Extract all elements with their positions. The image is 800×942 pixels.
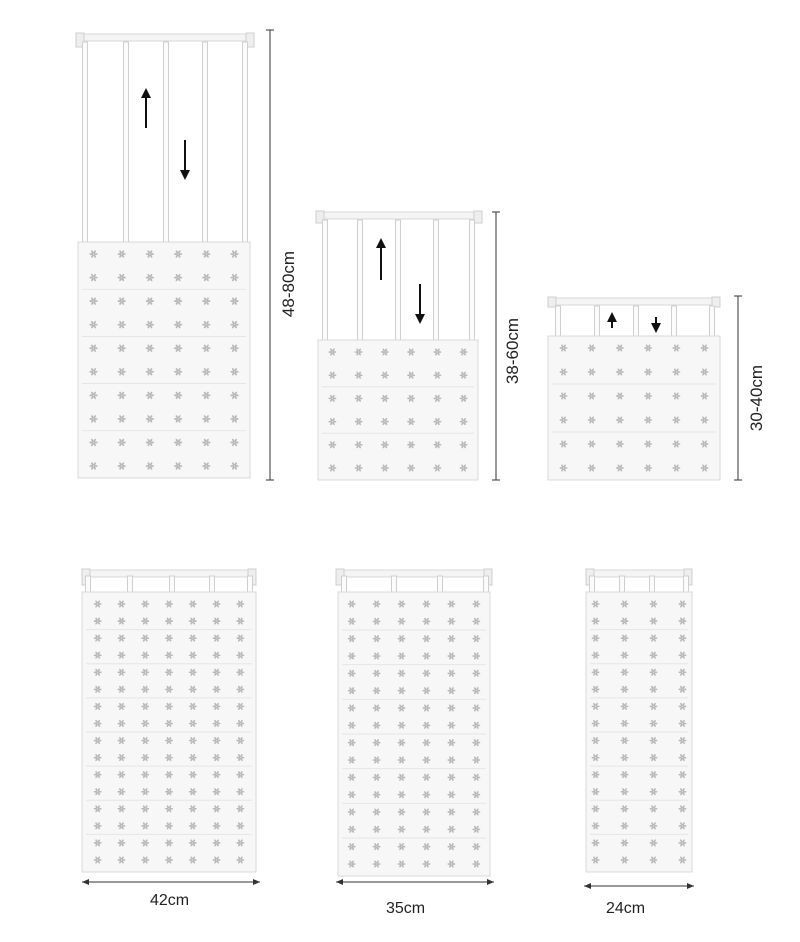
top-bar — [552, 298, 716, 305]
rod — [124, 42, 129, 242]
rod — [684, 576, 689, 592]
end-cap — [548, 297, 556, 307]
shelf-panel — [78, 242, 250, 478]
rack-short — [548, 296, 742, 480]
up-arrow-head — [607, 312, 617, 322]
rack-medium — [316, 211, 500, 480]
dimension-arrowhead — [253, 879, 260, 885]
top-bar — [80, 34, 250, 41]
rod — [248, 576, 253, 592]
rod — [203, 42, 208, 242]
rod — [164, 42, 169, 242]
rod — [342, 576, 347, 592]
width-label-wide: 42cm — [150, 892, 190, 909]
rod — [86, 576, 91, 592]
rod — [434, 220, 439, 340]
rod — [556, 306, 561, 338]
dimension-arrowhead — [687, 883, 694, 889]
rod — [358, 220, 363, 340]
width-label-medium: 35cm — [386, 900, 426, 917]
rod — [595, 306, 600, 338]
rack-tall — [76, 30, 274, 480]
down-arrow-head — [415, 314, 425, 324]
height-label-tall: 48-80cm — [279, 250, 298, 318]
top-bar — [590, 570, 688, 577]
rod — [470, 220, 475, 340]
dimension-arrowhead — [336, 879, 343, 885]
down-arrow-head — [180, 170, 190, 180]
rod — [672, 306, 677, 338]
rod — [710, 306, 715, 338]
up-arrow-head — [376, 238, 386, 248]
shelf-medium — [336, 569, 494, 885]
height-label-medium: 38-60cm — [503, 317, 522, 385]
shelf-wide — [82, 569, 260, 885]
rod — [392, 576, 397, 592]
rod — [323, 220, 328, 340]
top-bar — [320, 212, 478, 219]
dimension-arrowhead — [82, 879, 89, 885]
shelf-panel — [548, 336, 720, 480]
down-arrow-head — [651, 323, 661, 333]
shelf-narrow — [584, 569, 694, 889]
rod — [620, 576, 625, 592]
height-label-short: 30-40cm — [747, 364, 766, 432]
rod — [396, 220, 401, 340]
rod — [83, 42, 88, 242]
shelf-panel — [318, 340, 478, 480]
rod — [128, 576, 133, 592]
rod — [210, 576, 215, 592]
rod — [650, 576, 655, 592]
rod — [484, 576, 489, 592]
end-cap — [474, 211, 482, 223]
dimension-arrowhead — [487, 879, 494, 885]
top-bar — [340, 570, 488, 577]
up-arrow-head — [141, 88, 151, 98]
dimension-arrowhead — [584, 883, 591, 889]
rod — [634, 306, 639, 338]
rod — [590, 576, 595, 592]
rod — [243, 42, 248, 242]
width-label-narrow: 24cm — [606, 900, 646, 917]
rod — [170, 576, 175, 592]
rod — [438, 576, 443, 592]
